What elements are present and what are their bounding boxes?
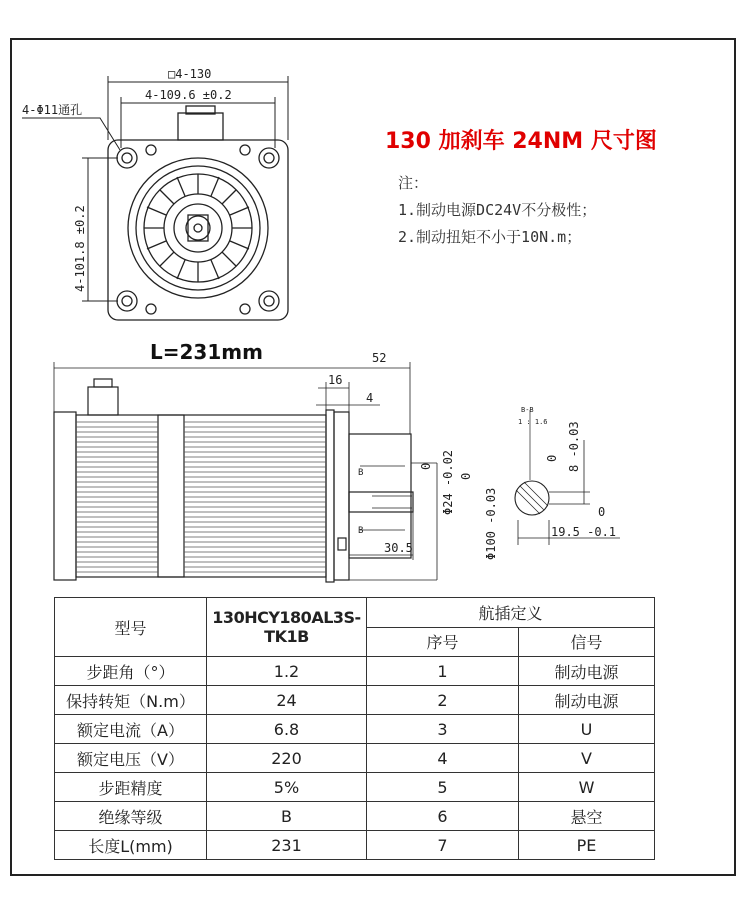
value-cell: 24 [207,686,367,715]
param-cell: 额定电流（A） [55,715,207,744]
pin-cell: 6 [367,802,519,831]
signal-cell: 悬空 [519,802,655,831]
pin-cell: 4 [367,744,519,773]
connector-title: 航插定义 [367,598,655,628]
value-cell: 1.2 [207,657,367,686]
hole-description: 4-Φ11通孔 [22,103,83,117]
param-cell: 步距精度 [55,773,207,802]
drawing-title: 130 加刹车 24NM 尺寸图 [385,129,657,154]
signal-cell: 制动电源 [519,686,655,715]
dim-4: 4 [366,391,374,405]
note-1: 1.制动电源DC24V不分极性； [398,201,597,219]
hole-pitch-vertical: 4-101.8 ±0.2 [73,205,87,292]
section-mark-top: B [358,468,364,478]
signal-cell: W [519,773,655,802]
model-header: 型号 [55,598,207,657]
flange-diameter-tolerance: 0 [459,472,473,480]
pin-cell: 2 [367,686,519,715]
pin-column-header: 序号 [367,627,519,657]
param-cell: 绝缘等级 [55,802,207,831]
dim-52: 52 [372,351,387,365]
spec-table [54,597,655,860]
length-label: L=231mm [150,340,263,364]
note-2: 2.制动扭矩不小于10N.m； [398,228,582,246]
table-row [55,657,655,686]
signal-cell: U [519,715,655,744]
param-cell: 步距角（°） [55,657,207,686]
param-cell: 长度L(mm) [55,831,207,860]
table-row [55,773,655,802]
model-number: 130HCY180AL3S-TK1B [207,598,367,657]
pin-cell: 3 [367,715,519,744]
signal-column-header: 信号 [519,627,655,657]
table-row [55,686,655,715]
section-scale: 1 : 1.6 [518,418,548,426]
section-mark-bottom: B [358,526,364,536]
pin-cell: 7 [367,831,519,860]
value-cell: B [207,802,367,831]
table-row [55,744,655,773]
square-dimension: □4-130 [168,67,212,81]
value-cell: 6.8 [207,715,367,744]
table-row [55,831,655,860]
pin-cell: 1 [367,657,519,686]
shaft-diameter-tolerance: 0 [419,462,433,470]
table-row [55,802,655,831]
hole-pitch-horizontal: 4-109.6 ±0.2 [145,88,232,102]
value-cell: 5% [207,773,367,802]
flange-diameter: Φ100 -0.03 [484,487,498,560]
key-depth: 19.5 -0.1 [551,525,617,539]
dim-16: 16 [328,373,343,387]
table-row [55,715,655,744]
param-cell: 额定电压（V） [55,744,207,773]
signal-cell: 制动电源 [519,657,655,686]
value-cell: 220 [207,744,367,773]
key-depth-tolerance: 0 [598,505,606,519]
section-label: B-B [521,406,534,414]
key-width-tolerance: 0 [545,454,559,462]
value-cell: 231 [207,831,367,860]
signal-cell: V [519,744,655,773]
fin-lines [76,422,326,572]
notes-block [398,170,596,251]
dim-30-5: 30.5 [384,541,413,555]
shaft-diameter: Φ24 -0.02 [441,449,455,515]
pin-cell: 5 [367,773,519,802]
param-cell: 保持转矩（N.m） [55,686,207,715]
key-width: 8 -0.03 [567,421,581,472]
notes-heading: 注： [398,174,429,192]
signal-cell: PE [519,831,655,860]
